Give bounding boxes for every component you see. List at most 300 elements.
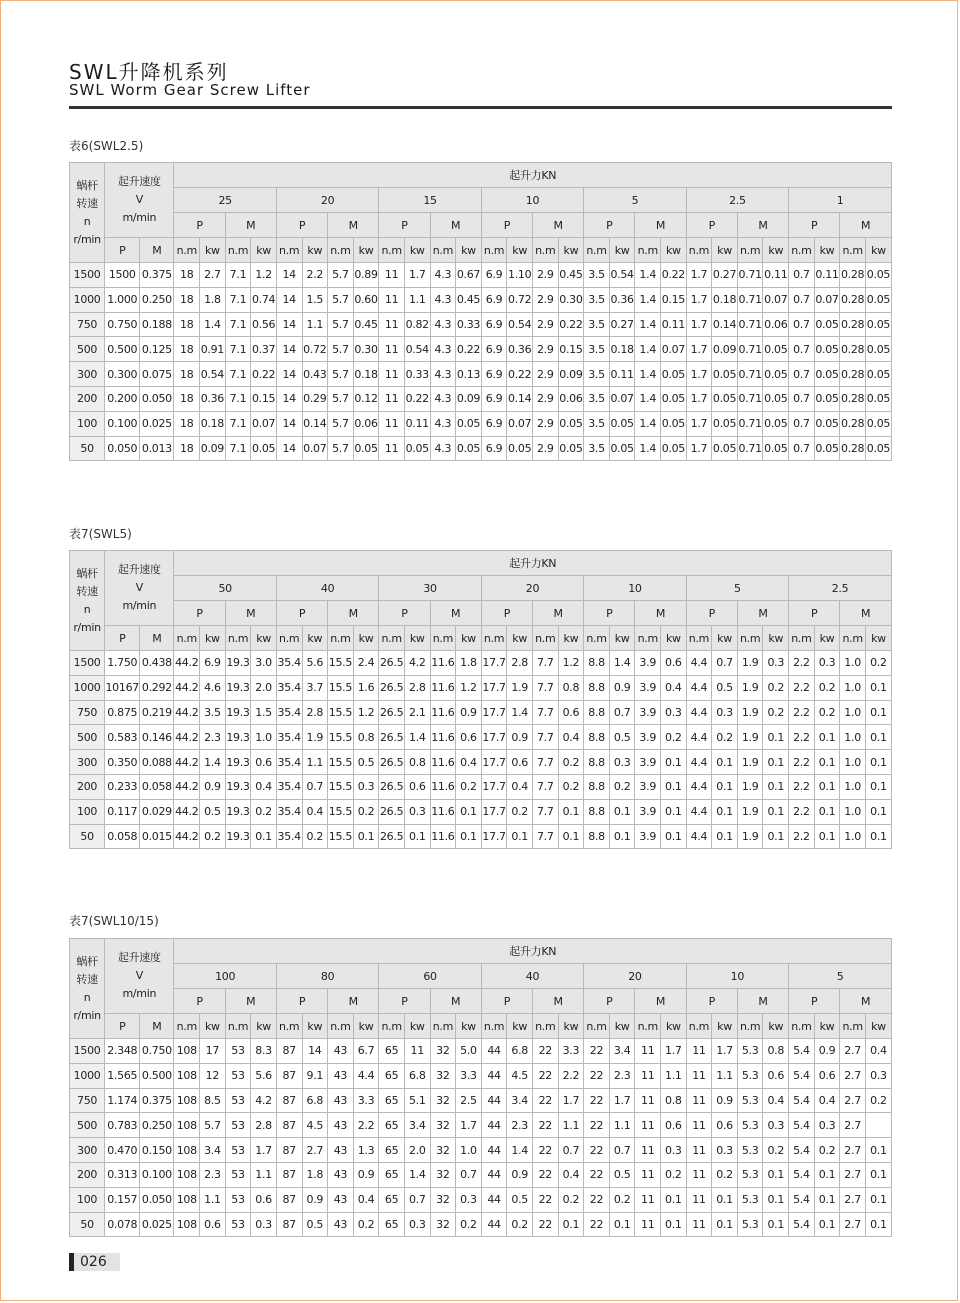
table-cell: 0.1 [763, 750, 789, 775]
table-cell: 43 [328, 1113, 354, 1138]
table-cell: 1.4 [635, 436, 661, 461]
table-cell: 1.9 [737, 824, 763, 849]
table-cell: 18 [174, 287, 200, 312]
table-cell: 0.4 [456, 750, 482, 775]
unit-header: kw [661, 1014, 687, 1039]
table-cell: 7.1 [225, 263, 251, 288]
table-cell: 0.13 [456, 362, 482, 387]
unit-header: n.m [789, 626, 815, 651]
table-cell: 2.9 [532, 287, 558, 312]
table-cell: 7.7 [532, 750, 558, 775]
table-cell: 87 [276, 1138, 302, 1163]
table-cell: 1.4 [635, 312, 661, 337]
table-row [70, 1088, 892, 1113]
page-subtitle: SWL Worm Gear Screw Lifter [69, 81, 311, 99]
table-cell: 1.9 [737, 799, 763, 824]
table-cell: 1.0 [840, 750, 866, 775]
unit-header: n.m [225, 238, 251, 263]
table-cell: 6.9 [481, 411, 507, 436]
force-value-header: 20 [584, 964, 686, 989]
unit-header: kw [456, 1014, 482, 1039]
table-cell: 0.28 [840, 312, 866, 337]
table-cell: 0.05 [865, 436, 891, 461]
unit-header: n.m [635, 238, 661, 263]
table-cell: 1.4 [635, 337, 661, 362]
table-cell: 1.1 [251, 1162, 277, 1187]
table-cell: 35.4 [276, 824, 302, 849]
table-cell: 0.1 [763, 799, 789, 824]
table-cell: 2.9 [532, 411, 558, 436]
table-cell: 0.750 [105, 312, 140, 337]
table-cell: 15.5 [328, 651, 354, 676]
table-cell: 44 [481, 1039, 507, 1064]
unit-header: n.m [789, 1014, 815, 1039]
table-cell: 3.9 [635, 824, 661, 849]
table-cell: 11.6 [430, 725, 456, 750]
table-cell: 0.125 [140, 337, 174, 362]
table-cell: 3.9 [635, 774, 661, 799]
table-cell: 14 [276, 411, 302, 436]
table-cell: 1.7 [712, 1039, 738, 1064]
table-cell: 0.200 [105, 386, 140, 411]
force-value-header: 40 [276, 576, 378, 601]
table-cell: 0.438 [140, 651, 174, 676]
table-cell: 0.3 [353, 774, 379, 799]
spec-table [69, 938, 892, 1237]
speed-header: 起升速度 V m/min [105, 551, 174, 626]
table-cell: 0.22 [558, 312, 584, 337]
table-cell: 0.05 [865, 263, 891, 288]
unit-header: kw [302, 1014, 328, 1039]
table-cell: 0.1 [661, 1212, 687, 1237]
table-cell: 5.3 [737, 1187, 763, 1212]
table-cell: 0.1 [661, 750, 687, 775]
table-cell: 0.6 [814, 1063, 840, 1088]
table-cell: 1.4 [507, 700, 533, 725]
table-cell: 11 [686, 1088, 712, 1113]
table-cell: 22 [584, 1138, 610, 1163]
speed-header: 起升速度 V m/min [105, 939, 174, 1014]
table-cell: 2.2 [789, 725, 815, 750]
unit-header: kw [200, 1014, 226, 1039]
table-cell: 108 [174, 1088, 200, 1113]
table-cell: 500 [70, 1113, 105, 1138]
table-cell: 0.07 [251, 411, 277, 436]
table-cell: 1.000 [105, 287, 140, 312]
table-cell: 0.1 [507, 824, 533, 849]
table-cell: 0.6 [661, 651, 687, 676]
table-cell: 14 [276, 287, 302, 312]
pm-header: M [532, 213, 583, 238]
table-cell: 0.875 [105, 700, 140, 725]
table-cell: 108 [174, 1039, 200, 1064]
table-cell: 1000 [70, 1063, 105, 1088]
table-cell: 2.7 [840, 1039, 866, 1064]
table-cell: 44 [481, 1063, 507, 1088]
speed-sub-header: M [140, 626, 174, 651]
table-cell: 2.2 [789, 824, 815, 849]
table-cell: 0.91 [200, 337, 226, 362]
pm-header: P [789, 601, 840, 626]
table-cell: 0.1 [814, 1212, 840, 1237]
table-cell: 0.1 [712, 1187, 738, 1212]
table-cell: 0.1 [763, 1162, 789, 1187]
table-cell: 0.058 [105, 824, 140, 849]
table-cell: 35.4 [276, 750, 302, 775]
table-cell: 11 [635, 1138, 661, 1163]
table-cell: 0.18 [353, 362, 379, 387]
table-cell: 1.0 [251, 725, 277, 750]
table-cell: 5.4 [789, 1162, 815, 1187]
table-cell: 0.6 [661, 1113, 687, 1138]
unit-header: n.m [686, 1014, 712, 1039]
force-value-header: 100 [174, 964, 276, 989]
table-cell: 11.6 [430, 675, 456, 700]
table-cell: 3.5 [584, 386, 610, 411]
table-cell: 0.3 [865, 1063, 891, 1088]
table-cell: 11.6 [430, 700, 456, 725]
table-cell: 0.7 [712, 651, 738, 676]
table-cell: 0.250 [140, 1113, 174, 1138]
table-cell: 87 [276, 1212, 302, 1237]
table-cell: 0.1 [865, 799, 891, 824]
table-row [70, 436, 892, 461]
unit-header: kw [507, 238, 533, 263]
table-cell: 0.8 [661, 1088, 687, 1113]
table-cell: 4.5 [507, 1063, 533, 1088]
table-cell: 750 [70, 700, 105, 725]
table-cell: 0.1 [865, 1187, 891, 1212]
table-cell: 4.4 [686, 824, 712, 849]
table-cell: 6.9 [481, 436, 507, 461]
table-cell: 53 [225, 1187, 251, 1212]
table-cell: 15.5 [328, 799, 354, 824]
table-cell: 5.7 [328, 386, 354, 411]
table-cell: 12 [200, 1063, 226, 1088]
unit-header: n.m [686, 626, 712, 651]
table-cell: 3.9 [635, 651, 661, 676]
table-cell: 0.05 [763, 436, 789, 461]
table-cell: 7.1 [225, 287, 251, 312]
table-cell: 2.0 [251, 675, 277, 700]
pm-header: M [532, 601, 583, 626]
table-cell: 44.2 [174, 675, 200, 700]
table-cell: 15.5 [328, 774, 354, 799]
force-value-header: 10 [481, 188, 583, 213]
table-cell: 0.9 [353, 1162, 379, 1187]
table-cell: 0.1 [865, 824, 891, 849]
table-cell: 1.9 [737, 725, 763, 750]
table-cell: 0.27 [609, 312, 635, 337]
table-cell: 0.9 [712, 1088, 738, 1113]
table-cell: 43 [328, 1063, 354, 1088]
table-cell: 0.7 [302, 774, 328, 799]
table-cell: 5.3 [737, 1039, 763, 1064]
table-cell: 0.375 [140, 263, 174, 288]
table-cell: 0.1 [558, 1212, 584, 1237]
table-cell: 1.1 [712, 1063, 738, 1088]
pm-header: P [481, 213, 532, 238]
table-cell: 1.9 [302, 725, 328, 750]
table-row [70, 386, 892, 411]
table-cell: 0.2 [558, 750, 584, 775]
table-cell: 32 [430, 1162, 456, 1187]
table-cell: 0.05 [353, 436, 379, 461]
table-cell: 3.0 [251, 651, 277, 676]
table-cell: 1.0 [456, 1138, 482, 1163]
table-cell: 11 [635, 1039, 661, 1064]
table-cell [865, 1113, 891, 1138]
table-cell: 44 [481, 1187, 507, 1212]
table-cell: 1.9 [737, 750, 763, 775]
table-cell: 0.1 [609, 799, 635, 824]
table-cell: 1.0 [840, 700, 866, 725]
table-cell: 0.05 [661, 436, 687, 461]
table-cell: 0.1 [865, 774, 891, 799]
table-cell: 0.9 [456, 700, 482, 725]
table-cell: 11.6 [430, 750, 456, 775]
force-value-header: 20 [276, 188, 378, 213]
table-cell: 0.8 [404, 750, 430, 775]
table-cell: 8.5 [200, 1088, 226, 1113]
table-cell: 1.4 [635, 362, 661, 387]
table-cell: 2.2 [789, 651, 815, 676]
table-cell: 0.05 [814, 436, 840, 461]
table-cell: 0.05 [712, 386, 738, 411]
table-cell: 26.5 [379, 799, 405, 824]
table-cell: 4.4 [686, 675, 712, 700]
force-value-header: 2.5 [789, 576, 892, 601]
table-cell: 2.3 [507, 1113, 533, 1138]
table-cell: 15.5 [328, 725, 354, 750]
table-cell: 5.7 [328, 312, 354, 337]
table-cell: 32 [430, 1138, 456, 1163]
speed-sub-header: M [140, 1014, 174, 1039]
table-cell: 43 [328, 1039, 354, 1064]
unit-header: n.m [481, 238, 507, 263]
table-cell: 0.12 [353, 386, 379, 411]
pm-header: P [686, 213, 737, 238]
table-cell: 8.8 [584, 750, 610, 775]
table-cell: 5.1 [404, 1088, 430, 1113]
table-cell: 19.3 [225, 700, 251, 725]
table-cell: 1.7 [686, 287, 712, 312]
table-cell: 0.4 [507, 774, 533, 799]
table-cell: 0.06 [353, 411, 379, 436]
unit-header: kw [404, 238, 430, 263]
unit-header: n.m [840, 238, 866, 263]
table-cell: 43 [328, 1162, 354, 1187]
table-cell: 22 [532, 1212, 558, 1237]
table-cell: 1.0 [840, 725, 866, 750]
table-cell: 0.05 [404, 436, 430, 461]
unit-header: kw [814, 1014, 840, 1039]
table-cell: 0.4 [558, 1162, 584, 1187]
table-cell: 0.29 [302, 386, 328, 411]
table-cell: 0.22 [456, 337, 482, 362]
table-cell: 11 [379, 337, 405, 362]
table-cell: 6.9 [481, 263, 507, 288]
table-cell: 11 [379, 263, 405, 288]
table-cell: 14 [276, 337, 302, 362]
table-cell: 11 [686, 1063, 712, 1088]
table-cell: 8.3 [251, 1039, 277, 1064]
table-cell: 11 [686, 1162, 712, 1187]
table-cell: 0.5 [609, 1162, 635, 1187]
unit-header: n.m [584, 626, 610, 651]
table-cell: 0.33 [404, 362, 430, 387]
unit-header: kw [404, 1014, 430, 1039]
table-cell: 6.9 [481, 362, 507, 387]
table-cell: 0.3 [661, 700, 687, 725]
table-cell: 5.7 [200, 1113, 226, 1138]
table-cell: 1000 [70, 675, 105, 700]
table-cell: 0.6 [404, 774, 430, 799]
table-cell: 0.07 [609, 386, 635, 411]
table-cell: 1.1 [609, 1113, 635, 1138]
table-cell: 35.4 [276, 675, 302, 700]
table-cell: 2.348 [105, 1039, 140, 1064]
table-cell: 0.18 [712, 287, 738, 312]
unit-header: n.m [379, 626, 405, 651]
unit-header: kw [251, 238, 277, 263]
table-cell: 44.2 [174, 700, 200, 725]
table-cell: 0.078 [105, 1212, 140, 1237]
table-cell: 108 [174, 1113, 200, 1138]
table-cell: 15.5 [328, 824, 354, 849]
table-cell: 11 [635, 1187, 661, 1212]
unit-header: n.m [532, 1014, 558, 1039]
unit-header: n.m [328, 238, 354, 263]
table-cell: 0.075 [140, 362, 174, 387]
table-cell: 11 [635, 1162, 661, 1187]
table-cell: 0.07 [814, 287, 840, 312]
table-cell: 1.7 [686, 362, 712, 387]
table-cell: 0.05 [865, 312, 891, 337]
table-cell: 1.7 [456, 1113, 482, 1138]
table-cell: 200 [70, 386, 105, 411]
table-cell: 0.146 [140, 725, 174, 750]
table-cell: 2.2 [789, 750, 815, 775]
table-cell: 1.0 [840, 799, 866, 824]
table-cell: 2.7 [840, 1162, 866, 1187]
spec-table [69, 550, 892, 849]
table-cell: 11 [635, 1088, 661, 1113]
table-cell: 2.7 [302, 1138, 328, 1163]
table-cell: 100 [70, 799, 105, 824]
table-cell: 19.3 [225, 774, 251, 799]
table-cell: 44 [481, 1162, 507, 1187]
table-cell: 22 [532, 1039, 558, 1064]
table-cell: 0.500 [140, 1063, 174, 1088]
table-cell: 3.4 [200, 1138, 226, 1163]
unit-header: n.m [840, 1014, 866, 1039]
table-cell: 0.100 [140, 1162, 174, 1187]
speed-header: 起升速度 V m/min [105, 163, 174, 238]
table-cell: 17.7 [481, 824, 507, 849]
table-cell: 0.1 [558, 824, 584, 849]
table-cell: 17.7 [481, 799, 507, 824]
table-cell: 5.6 [302, 651, 328, 676]
table-cell: 4.3 [430, 312, 456, 337]
table-cell: 0.28 [840, 362, 866, 387]
table-cell: 0.2 [302, 824, 328, 849]
table-cell: 1.9 [737, 675, 763, 700]
table-cell: 22 [584, 1162, 610, 1187]
unit-header: kw [353, 626, 379, 651]
table-cell: 0.7 [456, 1162, 482, 1187]
table-cell: 2.5 [456, 1088, 482, 1113]
table-cell: 22 [584, 1212, 610, 1237]
table-cell: 11 [686, 1138, 712, 1163]
table-cell: 7.7 [532, 725, 558, 750]
table-cell: 0.1 [814, 725, 840, 750]
table-cell: 0.33 [456, 312, 482, 337]
table-cell: 35.4 [276, 651, 302, 676]
table-cell: 0.5 [302, 1212, 328, 1237]
table-cell: 35.4 [276, 774, 302, 799]
table-cell: 0.4 [661, 675, 687, 700]
table-cell: 53 [225, 1138, 251, 1163]
table-cell: 15.5 [328, 675, 354, 700]
table-cell: 3.9 [635, 700, 661, 725]
table-cell: 50 [70, 824, 105, 849]
unit-header: n.m [328, 626, 354, 651]
table-cell: 2.7 [840, 1113, 866, 1138]
table-cell: 0.219 [140, 700, 174, 725]
table-cell: 0.1 [661, 824, 687, 849]
table-cell: 2.1 [404, 700, 430, 725]
table-cell: 32 [430, 1113, 456, 1138]
force-value-header: 2.5 [686, 188, 788, 213]
table-cell: 1.7 [686, 386, 712, 411]
unit-header: n.m [225, 626, 251, 651]
rpm-header: 蜗杆 转速 n r/min [70, 939, 105, 1039]
table-cell: 0.2 [763, 1138, 789, 1163]
table-cell: 750 [70, 312, 105, 337]
table-row [70, 411, 892, 436]
table-cell: 3.5 [200, 700, 226, 725]
table-cell: 0.3 [404, 799, 430, 824]
table-cell: 1.9 [737, 774, 763, 799]
table-cell: 0.9 [507, 1162, 533, 1187]
table-cell: 0.05 [865, 411, 891, 436]
table-cell: 0.05 [865, 287, 891, 312]
table-cell: 0.05 [814, 312, 840, 337]
table-cell: 500 [70, 725, 105, 750]
table-cell: 0.050 [140, 1187, 174, 1212]
table-cell: 4.3 [430, 287, 456, 312]
table-cell: 2.7 [840, 1063, 866, 1088]
table-cell: 5.7 [328, 287, 354, 312]
table-cell: 0.1 [814, 1162, 840, 1187]
table-cell: 0.05 [814, 337, 840, 362]
unit-header: n.m [225, 1014, 251, 1039]
table-cell: 1.2 [353, 700, 379, 725]
table-cell: 1.4 [635, 386, 661, 411]
unit-header: kw [507, 626, 533, 651]
table-cell: 0.22 [404, 386, 430, 411]
table-cell: 1.4 [200, 750, 226, 775]
table-cell: 0.54 [404, 337, 430, 362]
table-cell: 0.1 [712, 1212, 738, 1237]
table-cell: 32 [430, 1187, 456, 1212]
table-cell: 0.5 [353, 750, 379, 775]
table-cell: 22 [532, 1088, 558, 1113]
table-cell: 6.9 [481, 287, 507, 312]
table-cell: 1.7 [686, 312, 712, 337]
pm-header: P [686, 989, 737, 1014]
